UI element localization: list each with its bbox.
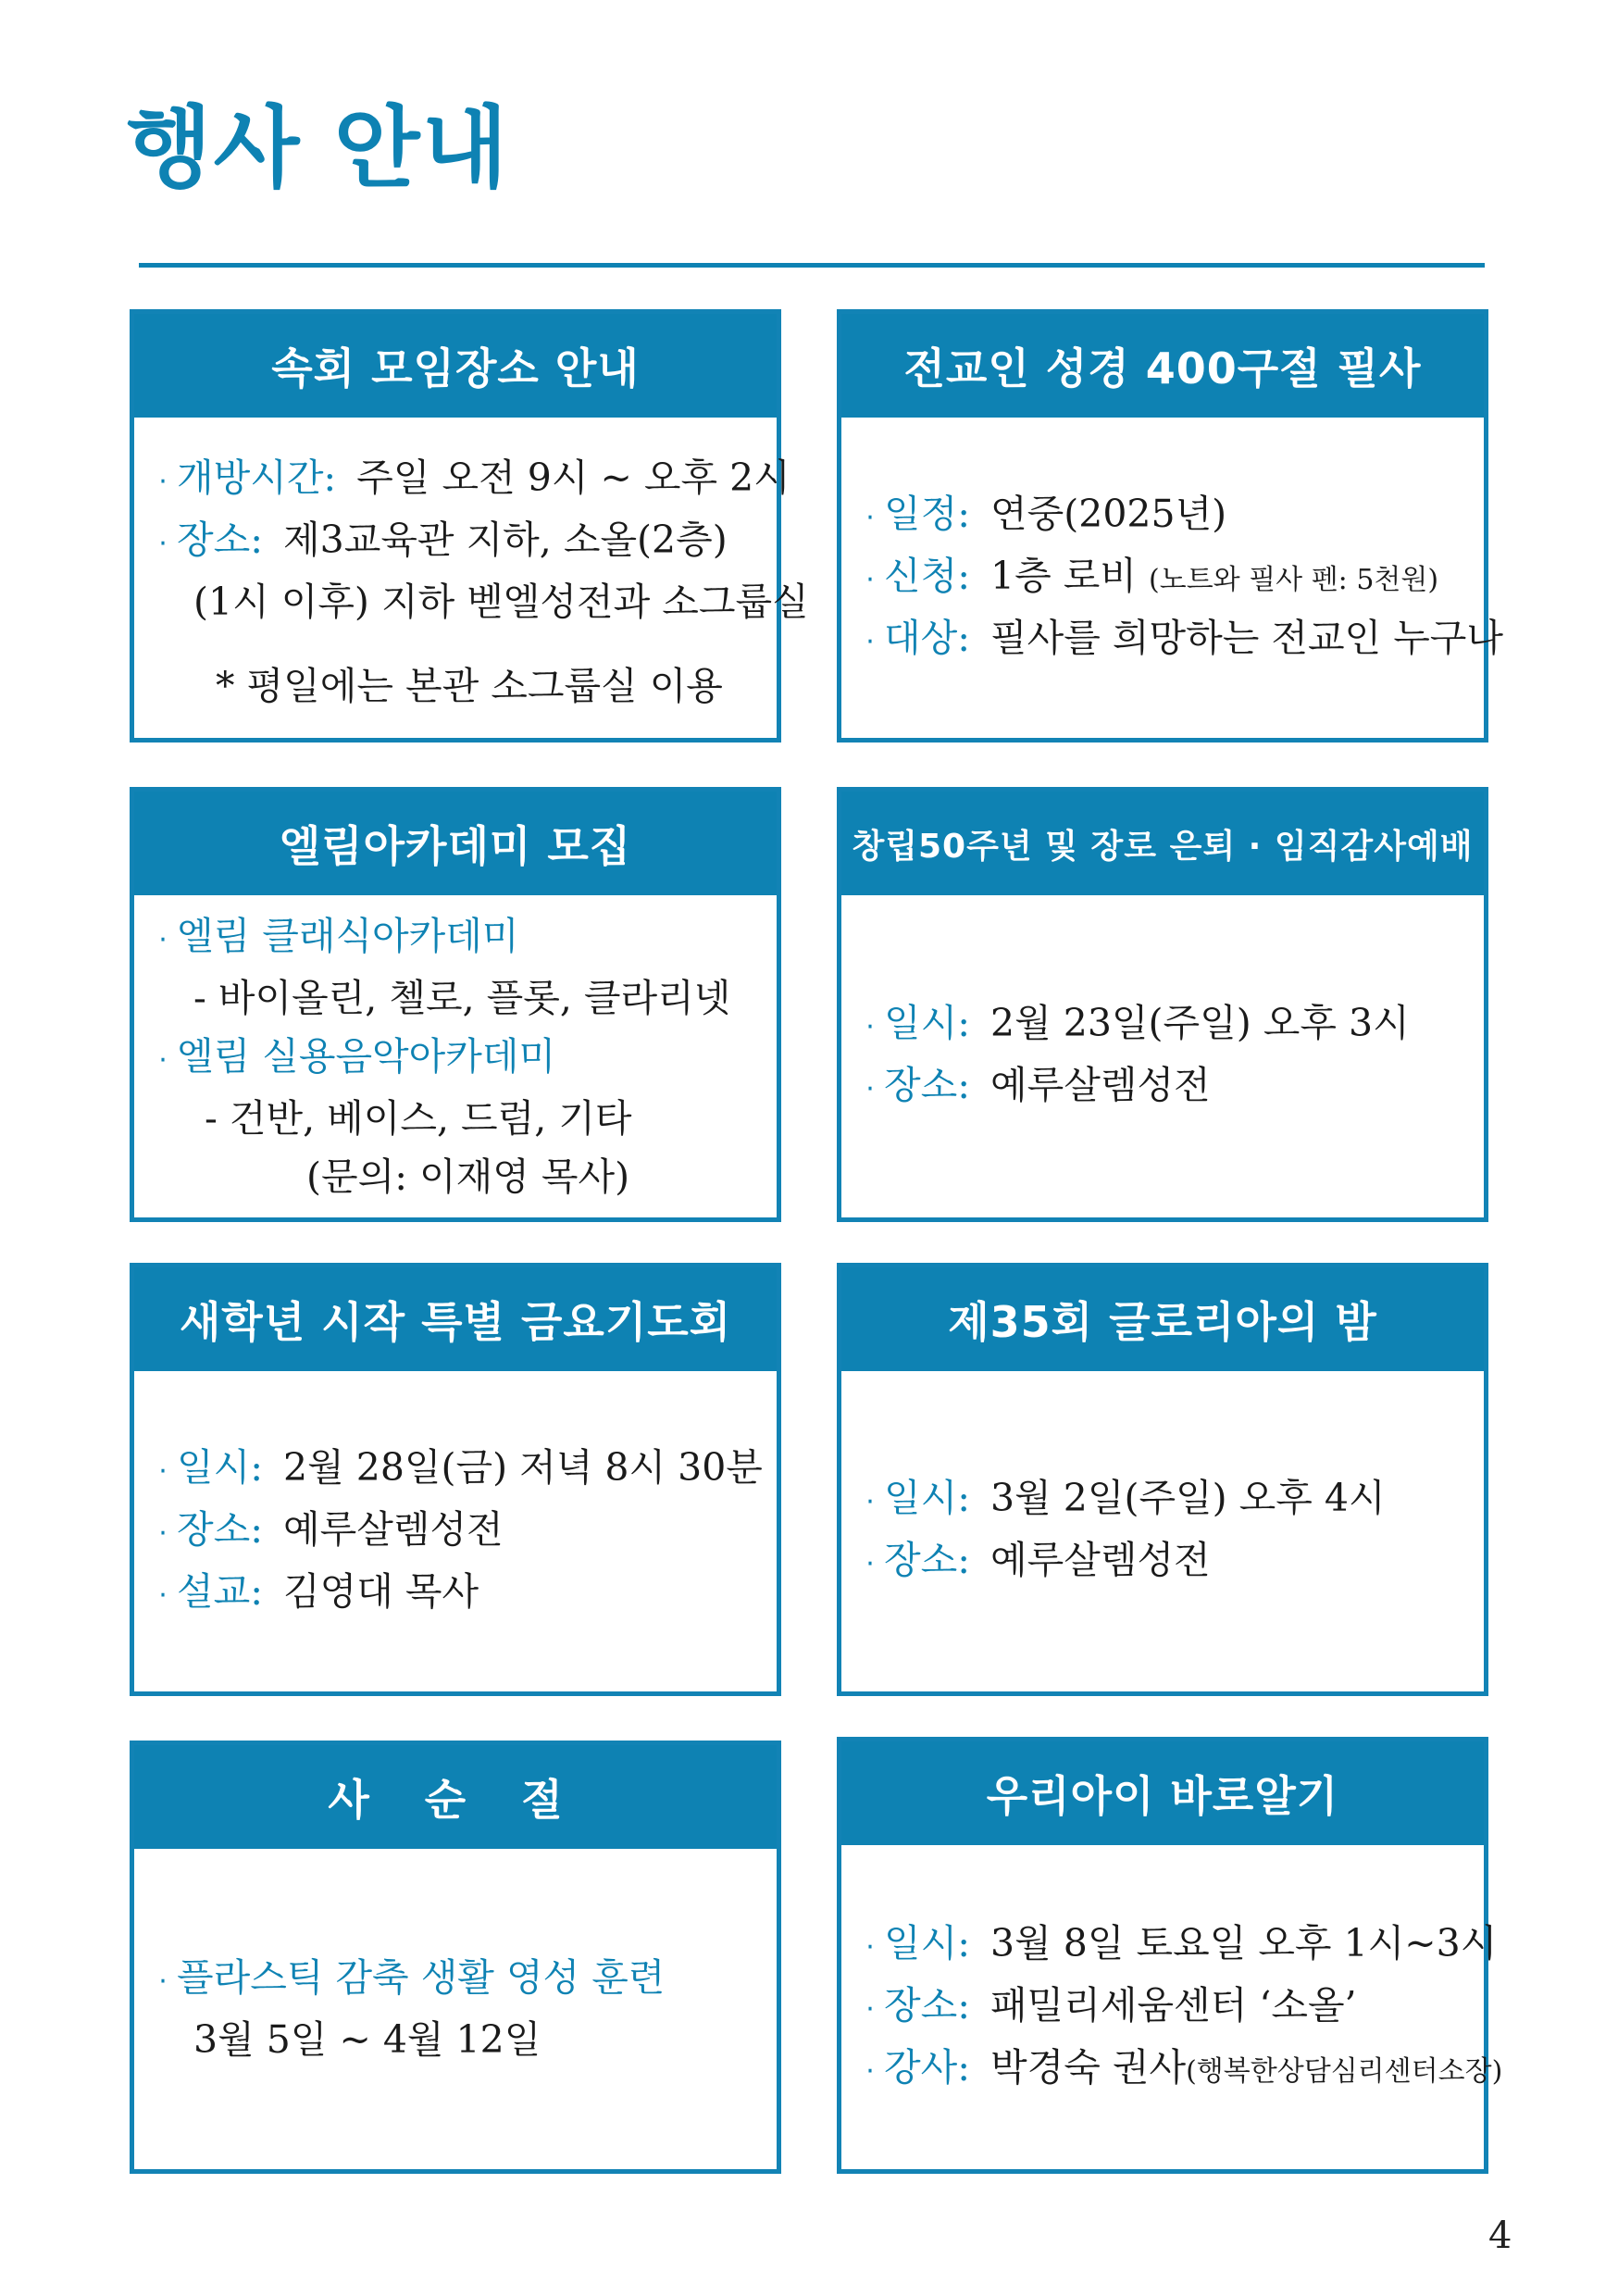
target-label: 대상: xyxy=(884,615,971,660)
card-body xyxy=(841,1845,1503,2169)
friday-prayer-card xyxy=(130,1263,781,1696)
card-header: 속회 모임장소 안내 xyxy=(134,314,777,418)
bullet-icon: · xyxy=(865,625,875,658)
bullet-icon: · xyxy=(865,1073,875,1105)
date-row xyxy=(856,1915,1498,1977)
bullet-icon: · xyxy=(865,1930,875,1964)
note-row xyxy=(149,657,762,716)
lecturer-row xyxy=(856,2039,1503,2101)
date-row xyxy=(856,1469,1469,1531)
card-header: 전교인 성경 400구절 필사 xyxy=(841,314,1484,418)
bullet-icon: · xyxy=(865,2054,875,2088)
place-value: 예루살렘성전 xyxy=(990,1063,1211,1107)
bullet-icon: · xyxy=(865,1011,875,1043)
hours-row xyxy=(149,449,790,511)
lent-card xyxy=(130,1741,781,2174)
sermon-label: 설교: xyxy=(177,1568,264,1614)
apply-label: 신청: xyxy=(884,553,971,598)
card-body xyxy=(134,1371,777,1691)
place-label: 장소: xyxy=(884,1982,971,2028)
title-divider xyxy=(139,263,1485,268)
date-label: 일시: xyxy=(177,1444,264,1490)
venue-note: * 평일에는 본관 소그룹실 이용 xyxy=(216,664,723,708)
card-header: 사 순 절 xyxy=(134,1745,777,1849)
card-header: 엘림아카데미 모집 xyxy=(134,792,777,895)
elim-item-2-detail-row xyxy=(149,1090,762,1148)
lent-period: 3월 5일 ~ 4월 12일 xyxy=(193,2017,541,2062)
bullet-icon: · xyxy=(158,1043,168,1077)
elim-item-1 xyxy=(149,907,762,969)
card-body xyxy=(841,1371,1484,1691)
kids-card xyxy=(837,1737,1503,2174)
place-value-2: (1시 이후) 지하 벧엘성전과 소그룹실 xyxy=(193,580,809,624)
elim-item-2-label: 엘림 실용음악아카데미 xyxy=(177,1033,556,1079)
place-label: 장소: xyxy=(884,1538,971,1582)
place-label: 장소: xyxy=(884,1063,971,1107)
card-body xyxy=(841,418,1504,738)
date-label: 일시: xyxy=(884,1476,971,1520)
elim-item-2 xyxy=(149,1028,762,1090)
page-number: 4 xyxy=(1488,2215,1512,2257)
place-row xyxy=(856,1531,1469,1593)
schedule-label: 일정: xyxy=(884,491,971,536)
lent-item: 플라스틱 감축 생활 영성 훈련 xyxy=(177,1955,666,2000)
place-row xyxy=(856,1977,1469,2039)
place-value: 제3교육관 지하, 소올(2층) xyxy=(283,518,728,562)
place-label: 장소: xyxy=(177,1506,264,1552)
lecturer-detail: (행복한상담심리센터소장) xyxy=(1186,2054,1503,2088)
place-value: 패밀리세움센터 ‘소올’ xyxy=(990,1982,1357,2028)
apply-value xyxy=(990,547,1438,609)
elim-item-1-label: 엘림 클래식아카데미 xyxy=(177,913,519,958)
apply-detail: (노트와 필사 펜: 5천원) xyxy=(1149,563,1439,596)
date-value: 3월 8일 토요일 오후 1시~3시 xyxy=(990,1920,1498,1965)
lecturer-name: 박경숙 권사 xyxy=(990,2044,1187,2090)
target-value: 필사를 희망하는 전교인 누구나 xyxy=(990,615,1504,660)
date-row xyxy=(856,994,1469,1056)
gloria-card xyxy=(837,1263,1488,1696)
card-header: 우리아이 바로알기 xyxy=(841,1741,1484,1845)
schedule-row xyxy=(856,485,1469,547)
card-body xyxy=(841,895,1484,1217)
place-value: 예루살렘성전 xyxy=(990,1538,1211,1582)
place-row xyxy=(856,1056,1469,1118)
bullet-icon: · xyxy=(158,1578,168,1612)
place-label: 장소: xyxy=(177,518,264,562)
lent-period-row xyxy=(149,2011,762,2069)
lecturer-value xyxy=(990,2039,1502,2101)
anniversary-card xyxy=(837,787,1488,1222)
bullet-icon: · xyxy=(865,1992,875,2026)
card-header: 제35회 글로리아의 밤 xyxy=(841,1267,1484,1371)
sermon-value: 김영대 목사 xyxy=(283,1568,479,1614)
lent-item-row xyxy=(149,1949,762,2011)
card-body xyxy=(134,895,777,1217)
date-row xyxy=(149,1439,762,1501)
bullet-icon: · xyxy=(158,1454,168,1488)
target-row xyxy=(856,609,1504,671)
bullet-icon: · xyxy=(865,1486,875,1518)
bullet-icon: · xyxy=(865,501,875,534)
schedule-value: 연중(2025년) xyxy=(990,491,1227,536)
date-value: 2월 23일(주일) 오후 3시 xyxy=(990,1001,1410,1045)
page-title: 행사 안내 xyxy=(126,96,510,200)
card-header: 창립50주년 및 장로 은퇴 · 임직감사예배 xyxy=(841,792,1484,895)
place-row-2 xyxy=(149,573,809,631)
elim-card xyxy=(130,787,781,1222)
hours-value: 주일 오전 9시 ~ 오후 2시 xyxy=(356,455,790,500)
apply-row xyxy=(856,547,1469,609)
bullet-icon: · xyxy=(158,1516,168,1550)
elim-item-2-detail: - 건반, 베이스, 드럼, 기타 xyxy=(205,1095,632,1141)
place-row xyxy=(149,1501,762,1563)
apply-location: 1층 로비 xyxy=(990,553,1137,598)
date-label: 일시: xyxy=(884,1001,971,1045)
elim-item-1-detail: - 바이올린, 첼로, 플롯, 클라리넷 xyxy=(193,975,731,1020)
card-body xyxy=(134,418,809,738)
bible-card xyxy=(837,309,1504,742)
date-label: 일시: xyxy=(884,1920,971,1965)
elim-contact: (문의: 이재영 목사) xyxy=(306,1154,630,1199)
lecturer-label: 강사: xyxy=(884,2044,971,2090)
place-row xyxy=(149,511,762,573)
bullet-icon: · xyxy=(158,1965,168,1998)
place-value: 예루살렘성전 xyxy=(283,1506,504,1552)
hours-label: 개방시간: xyxy=(177,455,337,500)
venue-card xyxy=(130,309,809,742)
bullet-icon: · xyxy=(158,923,168,956)
contact-row xyxy=(149,1148,762,1206)
elim-item-1-detail-row xyxy=(149,969,762,1028)
date-value: 2월 28일(금) 저녁 8시 30분 xyxy=(283,1444,763,1490)
bullet-icon: · xyxy=(865,1548,875,1580)
bullet-icon: · xyxy=(865,563,875,596)
card-body xyxy=(134,1849,777,2169)
bullet-icon: · xyxy=(158,528,168,560)
sermon-row xyxy=(149,1563,762,1625)
card-header: 새학년 시작 특별 금요기도회 xyxy=(134,1267,777,1371)
bullet-icon: · xyxy=(158,466,168,498)
date-value: 3월 2일(주일) 오후 4시 xyxy=(990,1476,1386,1520)
